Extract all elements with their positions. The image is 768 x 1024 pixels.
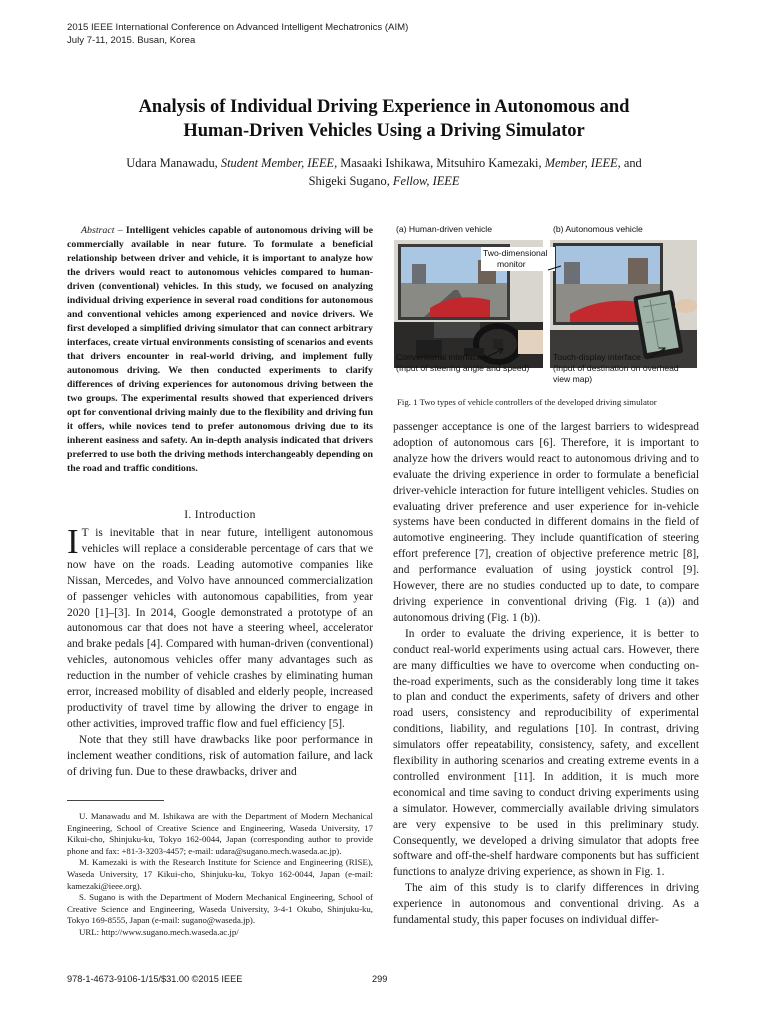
figure-label-a: (a) Human-driven vehicle [396,224,492,234]
right-paragraph-3: The aim of this study is to clarify differences in driving experience in autonomous and conventional driving. As a fundamental study, this paper focuses on individual differ- [393,882,699,927]
author-role: Member, IEEE [544,156,618,170]
conference-header [67,22,408,47]
paper-title [60,95,708,143]
footnote-1: U. Manawadu and M. Ishikawa are with the Department of Modern Mechanical Engineering, School of Creative Science and Engineering, Waseda University, 17 Kikui-cho, Shinjuku-ku, Tokyo 162-0044, Japan (corresponding author to provide phone and fax: +81-3-3203-4457; e-mail: udara@sugano.mech.waseda.ac.jp). [67,811,373,856]
author-line-2 [60,172,708,190]
touch-display-interface-label [553,352,679,385]
intro-text-1: T is inevitable that in near future, intelligent autonomous vehicles will replace a considerable percentage of cars that we now have on the roads. Leading automotive companies like Nissan, Mercedes, and Volvo have announced commercialization of passenger vehicles with autonomous capabilities, from year 2020 [1]–[3]. In 2014, Google demonstrated a prototype of an autonomous car that does not have a steering wheel, accelerator and brake pedals [4]. Compared with human-driven (conventional) vehicles, autonomous vehicles offer many advantages such as reduction in the number of vehicle crashes by eliminating human error, increased mobility of disabled and elderly people, increased productivity of travel time by allowing the driver to engage in other activities, improved traffic flow and fuel efficiency [5]. [67,527,373,730]
right-column-body [393,420,699,929]
author-role: Fellow, IEEE [392,174,460,188]
figure-1-caption: Fig. 1 Two types of vehicle controllers of the developed driving simulator [397,397,657,407]
conference-name: 2015 IEEE International Conference on Advanced Intelligent Mechatronics (AIM) [67,22,409,33]
monitor-label-line-2: monitor [497,259,526,269]
author-line-1 [60,154,708,172]
conventional-interface-label [396,352,529,374]
footnotes [67,811,373,939]
author-conjunction: , and [617,156,642,170]
author-sugano: Shigeki Sugano, [308,174,393,188]
conventional-label-line-1: Conventional interface [396,352,482,362]
abstract-text: Intelligent vehicles capable of autonomous driving will be commercially available in near future. To formulate a beneficial relationship between driver and vehicle, it is important to analyze how the drivers would react to autonomous vehicles compared to human-driven (conventional) vehicles. In this study, we focused on analyzing individual driving experience in several road conditions for autonomous and conventional vehicles among experienced and novice drivers. We first developed a simplified driving simulator that can connect arbitrary interfaces, create virtual environments consisting of scenarios and events that drivers encounter in real-world driving, and implement fully autonomous driving. We then conducted experiments to clarify differences of driving experiences for autonomous driving between the two groups. The experimental results showed that experienced drivers opt for conventional driving mainly due to the flexibility and driving fun it offers, while novices tend to prefer autonomous driving due to its inherent easiness and safety. An in-depth analysis indicated that drivers preferred to use both the driving methods interchangeably depending on the road and traffic conditions. [67,225,373,474]
abstract [67,224,373,476]
footnote-3: S. Sugano is with the Department of Modern Mechanical Engineering, School of Creative Science and Engineering, Waseda University, 3-4-1 Okubo, Shinjuku-ku, Tokyo 169-8555, Japan (e-mail: sugano@waseda.jp). [67,892,373,926]
author-role: Student Member, IEEE [220,156,335,170]
touch-label-line-1: Touch-display interface [553,352,641,362]
author-ishikawa-kamezaki: , Masaaki Ishikawa, Mitsuhiro Kamezaki, [334,156,545,170]
right-paragraph-2: In order to evaluate the driving experience, it is better to conduct real-world experiments using actual cars. However, there are many difficulties we have to overcome when conducting on-the-road experiments, such as the considerably long time it takes to plan and conduct the experiments, safety of drivers and other road users, consistency and reproducibility of experimental conditions, liability, and regulations [10]. In contrast, driving simulators offer repeatability, consistency, safety, and excellent flexibility in authoring scenarios and creating extreme events in a controlled environment [11]. In addition, it is much more economical and time saving to conduct driving experiments using a simulator. However, commercially available driving simulators are very expensive to be used in this preliminary study. Consequently, we developed a driving simulator that adopts free software and off-the-shelf hardware components but has sufficient functions to analyze driving experience, as shown in Fig. 1. [393,627,699,879]
conventional-label-line-2: (Input of steering angle and speed) [396,363,530,373]
conference-date: July 7-11, 2015. Busan, Korea [67,34,196,46]
touch-label-line-3: view map) [553,374,593,384]
figure-label-b: (b) Autonomous vehicle [553,224,643,234]
intro-paragraph-1 [67,522,373,733]
right-paragraph-1: passenger acceptance is one of the largest barriers to widespread adoption of autonomous cars [6]. Therefore, it is important to analyze how the drivers would react to autonomous driving and to evaluate the driving experience in order to formulate a beneficial driver-vehicle interaction for future intelligent vehicles. Studies on evaluating driver preference and user experience for in-vehicle systems have been conducted in different domains in the field of automotive engineering. They include quantification of steering effort preference [7], creation of objective preference metric [8], and performance evaluation of using joystick control [9]. However, there are no studies conducted up to date, to compare driving experience in conventional driving (Fig. 1 (a)) and autonomous driving (Fig. 1 (b)). [393,421,699,624]
author-list [60,154,708,190]
footnote-4: URL: http://www.sugano.mech.waseda.ac.jp/ [79,926,239,937]
page-number: 299 [372,974,388,984]
author-manawadu: Udara Manawadu, [126,156,221,170]
introduction-body [67,522,373,781]
arrow-monitor [548,266,561,270]
footnote-2: M. Kamezaki is with the Research Institute for Science and Engineering (RISE), Waseda University, 17 Kikui-cho, Shinjuku-ku, Tokyo 162-0044, Japan (e-mail: kamezaki@ieee.org). [67,857,373,891]
section-heading-introduction: I. Introduction [184,508,256,521]
monitor-label-line-1: Two-dimensional [483,248,548,258]
title-line-2: Human-Driven Vehicles Using a Driving Simulator [183,121,585,141]
drop-cap: I [67,522,79,561]
isbn-line: 978-1-4673-9106-1/15/$31.00 ©2015 IEEE [67,974,243,984]
figure-1 [393,222,699,412]
intro-paragraph-2: Note that they still have drawbacks like poor performance in inclement weather conditions, risk of automation failure, and lack of driving fun. Due to these drawbacks, driver and [67,733,373,778]
footnote-divider [67,800,164,801]
abstract-label: Abstract – [81,225,123,236]
touch-label-line-2: (Input of destination on overhead [553,363,679,373]
title-line-1: Analysis of Individual Driving Experience in Autonomous and [138,97,630,117]
